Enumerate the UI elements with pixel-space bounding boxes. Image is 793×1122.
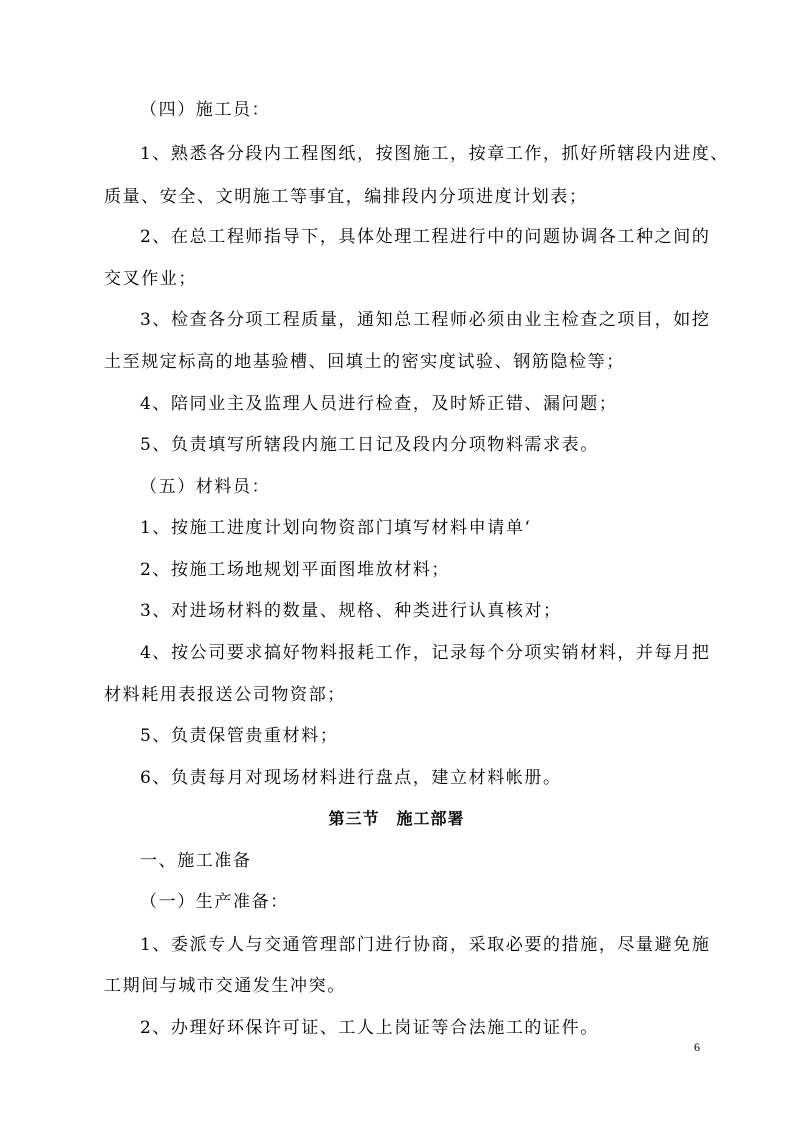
paragraph-line: 1、按施工进度计划向物资部门填写材料申请单‘: [140, 518, 532, 538]
paragraph-line: 5、负责填写所辖段内施工日记及段内分项物料需求表。: [140, 435, 599, 455]
paragraph-line: 4、陪同业主及监理人员进行检查，及时矫正错、漏问题；: [140, 394, 618, 414]
section-heading: 第三节 施工部署: [328, 809, 465, 828]
subheading-construction-worker: （四）施工员：: [140, 100, 271, 120]
subheading-production-preparation: （一）生产准备：: [140, 892, 289, 912]
paragraph-line: 2、在总工程师指导下，具体处理工程进行中的问题协调各工种之间的: [140, 227, 711, 247]
paragraph-line: 2、办理好环保许可证、工人上岗证等合法施工的证件。: [140, 1018, 599, 1038]
paragraph-line: 6、负责每月对现场材料进行盘点，建立材料帐册。: [140, 768, 562, 788]
paragraph-line: 5、负责保管贵重材料；: [140, 726, 339, 746]
paragraph-line: 3、对进场材料的数量、规格、种类进行认真核对；: [140, 601, 562, 621]
paragraph-line: 2、按施工场地规划平面图堆放材料；: [140, 560, 451, 580]
paragraph-line: 交叉作业；: [104, 269, 197, 289]
paragraph-line: 质量、安全、文明施工等事宜，编排段内分项进度计划表；: [104, 187, 588, 207]
paragraph-line: 材料耗用表报送公司物资部；: [104, 685, 346, 705]
paragraph-line: 土至规定标高的地基验槽、回填土的密实度试验、钢筋隐检等；: [104, 352, 625, 372]
page-number: 6: [694, 1040, 700, 1054]
paragraph-line: 4、按公司要求搞好物料报耗工作，记录每个分项实销材料，并每月把: [140, 643, 711, 663]
paragraph-line: 工期间与城市交通发生冲突。: [104, 976, 346, 996]
paragraph-line: 1、委派专人与交通管理部门进行协商，采取必要的措施，尽量避免施: [140, 935, 711, 955]
heading-construction-preparation: 一、施工准备: [140, 851, 252, 871]
paragraph-line: 1、熟悉各分段内工程图纸，按图施工，按章工作，抓好所辖段内进度、: [140, 144, 730, 164]
paragraph-line: 3、检查各分项工程质量，通知总工程师必须由业主检查之项目，如挖: [140, 310, 711, 330]
subheading-material-clerk: （五）材料员：: [140, 477, 271, 497]
